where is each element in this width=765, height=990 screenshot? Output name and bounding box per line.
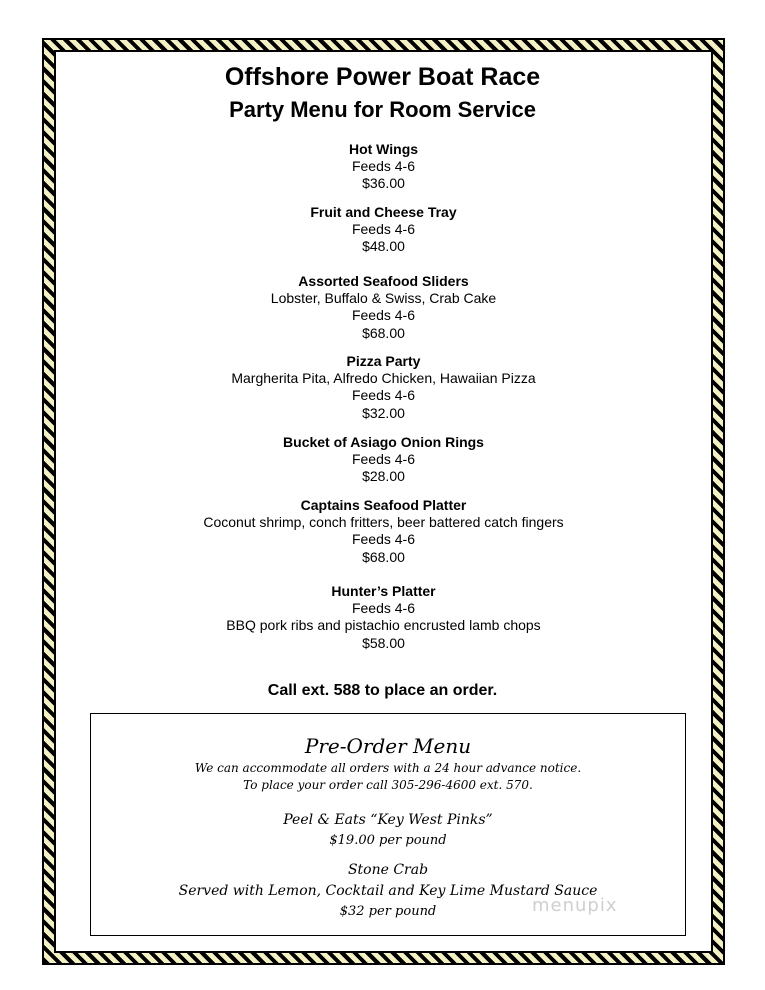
item-line: Feeds 4-6 (351, 600, 416, 617)
item-line: Feeds 4-6 (351, 531, 416, 548)
item-line: Feeds 4-6 (351, 221, 416, 238)
menu-item (54, 497, 713, 566)
preorder-item-price: $32 per pound (339, 904, 437, 919)
item-name: Fruit and Cheese Tray (310, 204, 457, 220)
menu-item (54, 583, 713, 652)
preorder-phone: To place your order call 305-296-4600 ext. 570. (243, 778, 533, 792)
item-line: Feeds 4-6 (351, 158, 416, 175)
item-line: BBQ pork ribs and pistachio encrusted lamb chops (226, 617, 541, 634)
preorder-item-description: Served with Lemon, Cocktail and Key Lime Mustard Sauce (178, 883, 598, 899)
menu-title: Offshore Power Boat Race (224, 63, 541, 91)
item-price: $32.00 (362, 404, 405, 421)
preorder-item-name: Stone Crab (347, 862, 429, 878)
order-instructions: Call ext. 588 to place an order. (267, 682, 498, 699)
preorder-item-price: $19.00 per pound (329, 833, 447, 848)
item-name: Pizza Party (346, 353, 421, 369)
item-line: Lobster, Buffalo & Swiss, Crab Cake (270, 290, 497, 307)
menu-item (54, 273, 713, 342)
preorder-note: We can accommodate all orders with a 24 hour advance notice. (194, 761, 582, 775)
item-price: $58.00 (362, 634, 405, 651)
item-price: $28.00 (362, 468, 405, 485)
item-name: Captains Seafood Platter (300, 497, 467, 513)
item-price: $68.00 (362, 324, 405, 341)
item-line: Feeds 4-6 (351, 307, 416, 324)
preorder-item-name: Peel & Eats “Key West Pinks” (283, 812, 493, 828)
item-name: Assorted Seafood Sliders (298, 273, 469, 289)
item-name: Bucket of Asiago Onion Rings (283, 434, 484, 450)
item-line: Feeds 4-6 (351, 451, 416, 468)
menu-item (54, 204, 713, 256)
menu-item (54, 434, 713, 486)
item-line: Margherita Pita, Alfredo Chicken, Hawaiian Pizza (231, 370, 536, 387)
item-line: Feeds 4-6 (351, 387, 416, 404)
menu-subtitle: Party Menu for Room Service (229, 97, 536, 122)
preorder-title: Pre-Order Menu (304, 734, 472, 758)
item-name: Hunter’s Platter (331, 583, 436, 599)
item-name: Hot Wings (348, 141, 419, 157)
menu-item (54, 353, 713, 422)
item-price: $48.00 (362, 238, 405, 255)
watermark-logo: menupix (532, 895, 618, 916)
item-price: $36.00 (362, 175, 405, 192)
menu-item (54, 141, 713, 193)
item-line: Coconut shrimp, conch fritters, beer battered catch fingers (203, 514, 564, 531)
item-price: $68.00 (362, 548, 405, 565)
